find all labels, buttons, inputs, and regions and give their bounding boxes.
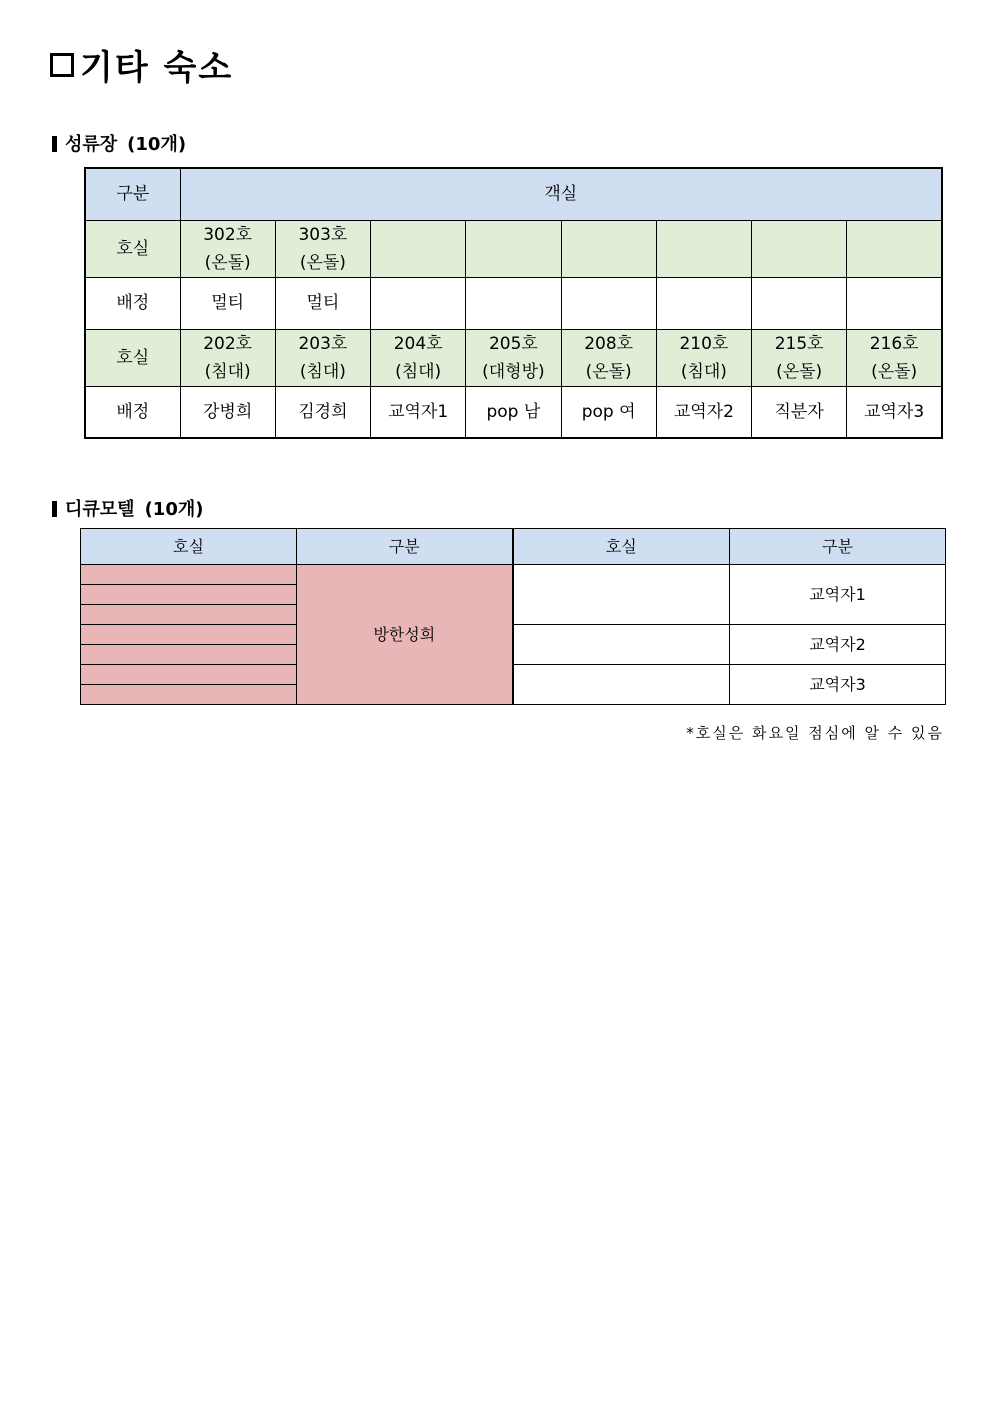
header-cell: 구분 [85, 168, 180, 220]
room-cell [752, 220, 847, 277]
room-cell [275, 220, 370, 277]
pink-room-cell [81, 685, 297, 705]
assign-row-1 [85, 277, 942, 329]
room-cell [752, 329, 847, 386]
assign-cell: 교역자2 [730, 625, 946, 665]
assign-cell: pop 여 [561, 386, 656, 438]
section-heading-dq-motel: 디큐모텔 (10개) [52, 495, 203, 521]
room-row-2 [85, 329, 942, 386]
room-cell [561, 329, 656, 386]
assign-row-2 [85, 386, 942, 438]
footnote: *호실은 화요일 점심에 알 수 있음 [686, 724, 944, 742]
room-number: 202호 [203, 333, 253, 354]
room-cell [656, 220, 751, 277]
table-row [81, 625, 946, 645]
room-cell [656, 329, 751, 386]
room-row-1 [85, 220, 942, 277]
seongryujang-table [84, 167, 943, 439]
room-cell [847, 329, 942, 386]
room-cell [513, 565, 730, 625]
pink-room-cell [81, 565, 297, 585]
header-cell: 호실 [513, 529, 730, 565]
assign-cell: 교역자1 [730, 565, 946, 625]
row-label: 배정 [85, 277, 180, 329]
room-cell [513, 625, 730, 665]
room-number: 303호 [298, 224, 348, 245]
page-title: 기타 숙소 [50, 40, 233, 89]
room-type: (온돌) [299, 252, 346, 273]
room-cell [275, 329, 370, 386]
assign-cell: 교역자3 [847, 386, 942, 438]
assign-cell: 직분자 [752, 386, 847, 438]
room-cell [180, 329, 275, 386]
assign-cell [371, 277, 466, 329]
assign-cell: 교역자3 [730, 665, 946, 705]
assign-cell: 교역자1 [371, 386, 466, 438]
table-row [81, 565, 946, 585]
room-number: 204호 [393, 333, 443, 354]
section-heading-seongryujang: 성류장 (10개) [52, 130, 186, 156]
room-cell [371, 220, 466, 277]
room-number: 216호 [869, 333, 919, 354]
assign-cell [561, 277, 656, 329]
room-type: (침대) [299, 361, 346, 382]
room-number: 205호 [488, 333, 538, 354]
room-cell [180, 220, 275, 277]
header-cell: 호실 [81, 529, 297, 565]
pink-room-cell [81, 625, 297, 645]
table-row [81, 665, 946, 685]
room-type: (온돌) [871, 361, 918, 382]
assign-cell [656, 277, 751, 329]
room-type: (침대) [680, 361, 727, 382]
pink-room-cell [81, 665, 297, 685]
room-cell [466, 220, 561, 277]
assign-cell: 김경희 [275, 386, 370, 438]
room-cell [513, 665, 730, 705]
pink-room-cell [81, 605, 297, 625]
assign-cell [466, 277, 561, 329]
room-number: 302호 [203, 224, 253, 245]
assign-cell [847, 277, 942, 329]
assign-cell [752, 277, 847, 329]
assign-cell: 교역자2 [656, 386, 751, 438]
room-number: 210호 [679, 333, 729, 354]
row-label: 호실 [85, 220, 180, 277]
bar-icon [52, 501, 57, 517]
assign-cell: 강병희 [180, 386, 275, 438]
header-cell: 구분 [730, 529, 946, 565]
table-header-row [85, 168, 942, 220]
row-label: 호실 [85, 329, 180, 386]
bar-icon [52, 136, 57, 152]
room-type: (온돌) [585, 361, 632, 382]
assign-cell: 멀티 [180, 277, 275, 329]
room-cell [561, 220, 656, 277]
room-type: (침대) [395, 361, 442, 382]
room-number: 203호 [298, 333, 348, 354]
room-type: (온돌) [776, 361, 823, 382]
room-number: 215호 [774, 333, 824, 354]
room-cell [371, 329, 466, 386]
group-cell: 방한성희 [297, 565, 513, 705]
room-type: (침대) [204, 361, 251, 382]
checkbox-square-icon [50, 53, 74, 77]
room-cell [847, 220, 942, 277]
dq-motel-table [80, 528, 946, 705]
row-label: 배정 [85, 386, 180, 438]
pink-room-cell [81, 585, 297, 605]
assign-cell: pop 남 [466, 386, 561, 438]
assign-cell: 멀티 [275, 277, 370, 329]
room-type: (온돌) [204, 252, 251, 273]
pink-room-cell [81, 645, 297, 665]
room-number: 208호 [584, 333, 634, 354]
room-type: (대형방) [482, 361, 545, 382]
table-header-row [81, 529, 946, 565]
header-cell: 구분 [297, 529, 513, 565]
room-cell [466, 329, 561, 386]
header-cell: 객실 [180, 168, 942, 220]
